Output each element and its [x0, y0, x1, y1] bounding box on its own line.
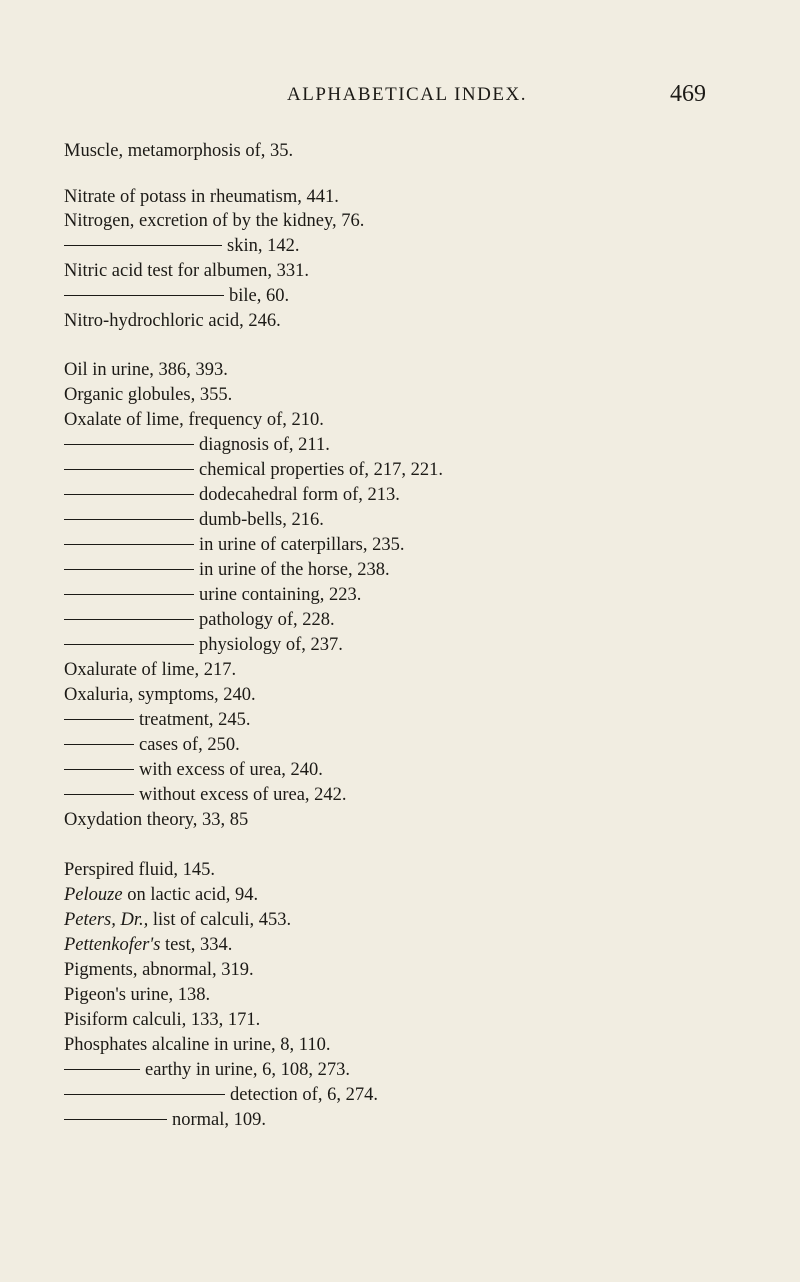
index-subentry	[64, 1082, 378, 1108]
ditto-rule	[64, 794, 134, 795]
index-entry	[64, 982, 210, 1008]
index-entry	[64, 657, 236, 683]
index-entry	[64, 957, 254, 983]
index-entry	[64, 907, 291, 933]
entry-text: Pigeon's urine, 138.	[64, 985, 211, 1005]
index-entry	[64, 138, 293, 164]
entry-text: Oil in urine, 386, 393.	[64, 360, 228, 380]
ditto-rule	[64, 295, 224, 296]
ditto-rule	[64, 644, 194, 645]
entry-text: in urine of the horse, 238.	[199, 560, 390, 580]
index-entry	[64, 308, 281, 334]
entry-text: in urine of caterpillars, 235.	[199, 535, 405, 555]
index-entry	[64, 1007, 260, 1033]
ditto-rule	[64, 544, 194, 545]
index-entry	[64, 184, 339, 210]
entry-text: Oxaluria, symptoms, 240.	[64, 685, 256, 705]
entry-author: Pettenkofer's	[64, 935, 161, 955]
entry-text: Muscle, metamorphosis of, 35.	[64, 141, 294, 161]
entry-text: Perspired fluid, 145.	[64, 860, 216, 880]
entry-text: Oxalate of lime, frequency of, 210.	[64, 410, 324, 430]
index-subentry	[64, 507, 324, 533]
entry-text: Oxalurate of lime, 217.	[64, 660, 237, 680]
ditto-rule	[64, 1094, 225, 1095]
entry-text: with excess of urea, 240.	[139, 760, 323, 780]
entry-text: without excess of urea, 242.	[139, 785, 347, 805]
ditto-rule	[64, 494, 194, 495]
entry-text: Pigments, abnormal, 319.	[64, 960, 254, 980]
entry-text: pathology of, 228.	[199, 610, 335, 630]
entry-text: test, 334.	[160, 935, 233, 955]
ditto-rule	[64, 1119, 167, 1120]
ditto-rule	[64, 469, 194, 470]
entry-text: Organic globules, 355.	[64, 385, 233, 405]
ditto-rule	[64, 619, 194, 620]
entry-text: dumb-bells, 216.	[199, 510, 324, 530]
index-entry	[64, 682, 256, 708]
ditto-rule	[64, 594, 194, 595]
entry-text: normal, 109.	[172, 1110, 267, 1130]
index-entry	[64, 208, 364, 234]
page-number: 469	[670, 81, 706, 107]
index-subentry	[64, 457, 443, 483]
index-entry	[64, 407, 324, 433]
ditto-rule	[64, 519, 194, 520]
index-subentry	[64, 607, 335, 633]
index-subentry	[64, 782, 347, 808]
ditto-rule	[64, 1069, 140, 1070]
entry-author: Peters, Dr.,	[64, 910, 149, 930]
index-subentry	[64, 1057, 350, 1083]
entry-text: urine containing, 223.	[199, 585, 362, 605]
ditto-rule	[64, 769, 134, 770]
entry-text: treatment, 245.	[139, 710, 251, 730]
entry-text: cases of, 250.	[139, 735, 240, 755]
index-subentry	[64, 732, 240, 758]
ditto-rule	[64, 569, 194, 570]
index-entry	[64, 857, 215, 883]
entry-text: on lactic acid, 94.	[122, 885, 259, 905]
entry-author: Pelouze	[64, 885, 123, 905]
entry-text: Oxydation theory, 33, 85	[64, 810, 249, 830]
entry-text: chemical properties of, 217, 221.	[199, 460, 444, 480]
entry-text: Nitro-hydrochloric acid, 246.	[64, 311, 281, 331]
index-subentry	[64, 532, 405, 558]
index-entry	[64, 807, 248, 833]
index-subentry	[64, 707, 250, 733]
index-subentry	[64, 482, 400, 508]
index-entry	[64, 382, 232, 408]
running-head	[0, 81, 800, 114]
index-entry	[64, 882, 258, 908]
index-entry	[64, 1032, 330, 1058]
entry-text: skin, 142.	[227, 236, 300, 256]
entry-text: diagnosis of, 211.	[199, 435, 330, 455]
entry-text: detection of, 6, 274.	[230, 1085, 378, 1105]
entry-text: Nitric acid test for albumen, 331.	[64, 261, 310, 281]
entry-text: list of calculi, 453.	[148, 910, 292, 930]
entry-text: Nitrate of potass in rheumatism, 441.	[64, 187, 339, 207]
ditto-rule	[64, 719, 134, 720]
index-subentry	[64, 1107, 266, 1133]
index-subentry	[64, 283, 289, 309]
running-title: ALPHABETICAL INDEX.	[287, 84, 527, 105]
entry-text: Phosphates alcaline in urine, 8, 110.	[64, 1035, 331, 1055]
ditto-rule	[64, 444, 194, 445]
index-entry	[64, 357, 228, 383]
index-subentry	[64, 233, 299, 259]
entry-text: Nitrogen, excretion of by the kidney, 76.	[64, 211, 365, 231]
index-subentry	[64, 757, 323, 783]
index-entry	[64, 932, 232, 958]
index-subentry	[64, 632, 343, 658]
entry-text: dodecahedral form of, 213.	[199, 485, 400, 505]
entry-text: physiology of, 237.	[199, 635, 343, 655]
index-subentry	[64, 432, 330, 458]
entry-text: earthy in urine, 6, 108, 273.	[145, 1060, 350, 1080]
ditto-rule	[64, 245, 222, 246]
index-entry	[64, 258, 309, 284]
ditto-rule	[64, 744, 134, 745]
entry-text: bile, 60.	[229, 286, 290, 306]
index-subentry	[64, 557, 390, 583]
entry-text: Pisiform calculi, 133, 171.	[64, 1010, 261, 1030]
index-subentry	[64, 582, 361, 608]
